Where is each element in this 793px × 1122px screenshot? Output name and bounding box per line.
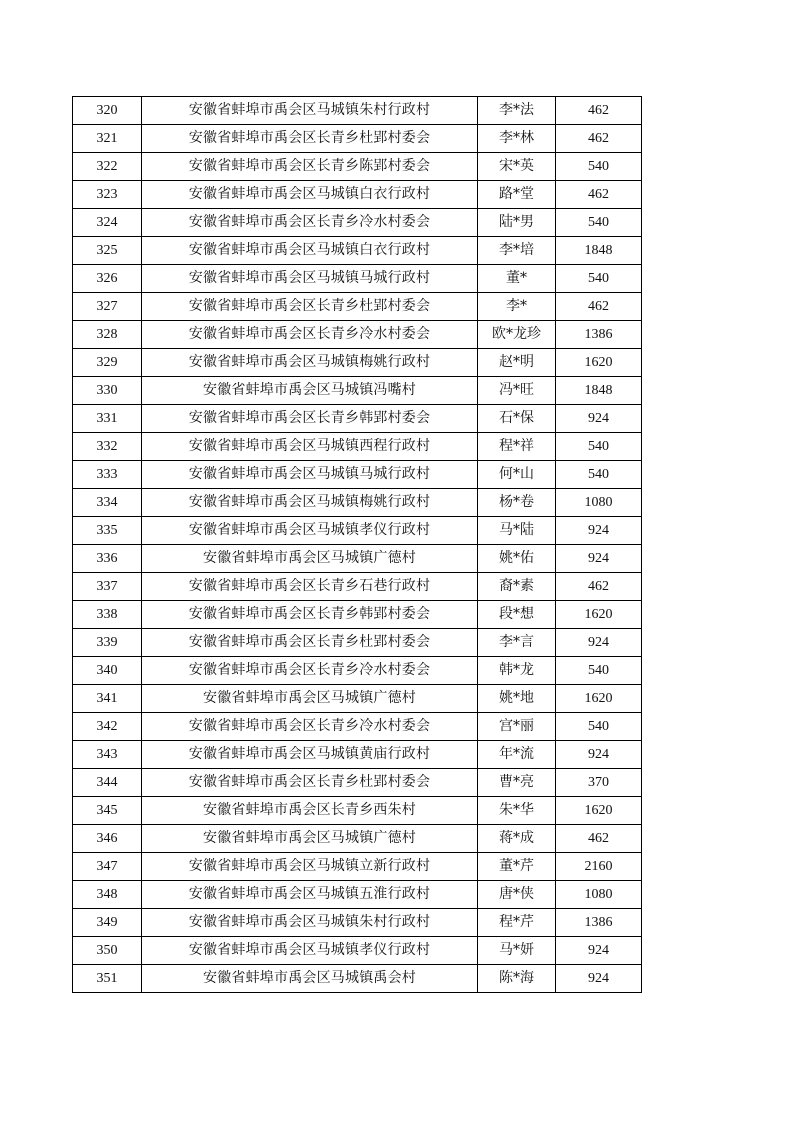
row-number-cell: 327 — [73, 293, 142, 321]
address-cell: 安徽省蚌埠市禹会区长青乡冷水村委会 — [142, 209, 478, 237]
name-cell: 朱*华 — [478, 797, 556, 825]
name-cell: 韩*龙 — [478, 657, 556, 685]
table-row — [73, 377, 642, 405]
name-cell: 马*陆 — [478, 517, 556, 545]
table-row — [73, 909, 642, 937]
name-cell: 姚*地 — [478, 685, 556, 713]
table-row — [73, 321, 642, 349]
name-cell: 段*想 — [478, 601, 556, 629]
row-number-cell: 320 — [73, 97, 142, 125]
amount-cell: 2160 — [556, 853, 642, 881]
row-number-cell: 323 — [73, 181, 142, 209]
address-cell: 安徽省蚌埠市禹会区长青乡韩郢村委会 — [142, 601, 478, 629]
name-cell: 董* — [478, 265, 556, 293]
amount-cell: 462 — [556, 573, 642, 601]
table-row — [73, 545, 642, 573]
address-cell: 安徽省蚌埠市禹会区马城镇马城行政村 — [142, 461, 478, 489]
address-cell: 安徽省蚌埠市禹会区马城镇黄庙行政村 — [142, 741, 478, 769]
table-row — [73, 573, 642, 601]
amount-cell: 1080 — [556, 489, 642, 517]
row-number-cell: 347 — [73, 853, 142, 881]
name-cell: 马*妍 — [478, 937, 556, 965]
table-row — [73, 265, 642, 293]
name-cell: 曹*亮 — [478, 769, 556, 797]
name-cell: 陆*男 — [478, 209, 556, 237]
row-number-cell: 345 — [73, 797, 142, 825]
address-cell: 安徽省蚌埠市禹会区长青乡杜郢村委会 — [142, 125, 478, 153]
row-number-cell: 334 — [73, 489, 142, 517]
row-number-cell: 337 — [73, 573, 142, 601]
table-row — [73, 489, 642, 517]
name-cell: 唐*侠 — [478, 881, 556, 909]
row-number-cell: 328 — [73, 321, 142, 349]
row-number-cell: 339 — [73, 629, 142, 657]
amount-cell: 1386 — [556, 909, 642, 937]
row-number-cell: 335 — [73, 517, 142, 545]
amount-cell: 924 — [556, 405, 642, 433]
address-cell: 安徽省蚌埠市禹会区长青乡杜郢村委会 — [142, 293, 478, 321]
amount-cell: 1620 — [556, 349, 642, 377]
row-number-cell: 348 — [73, 881, 142, 909]
row-number-cell: 340 — [73, 657, 142, 685]
amount-cell: 370 — [556, 769, 642, 797]
row-number-cell: 322 — [73, 153, 142, 181]
row-number-cell: 342 — [73, 713, 142, 741]
address-cell: 安徽省蚌埠市禹会区长青乡杜郢村委会 — [142, 629, 478, 657]
amount-cell: 462 — [556, 97, 642, 125]
address-cell: 安徽省蚌埠市禹会区长青乡陈郢村委会 — [142, 153, 478, 181]
table-row — [73, 237, 642, 265]
table-body — [73, 97, 642, 993]
table-row — [73, 405, 642, 433]
address-cell: 安徽省蚌埠市禹会区马城镇禹会村 — [142, 965, 478, 993]
table-row — [73, 97, 642, 125]
row-number-cell: 333 — [73, 461, 142, 489]
amount-cell: 540 — [556, 265, 642, 293]
table-row — [73, 741, 642, 769]
address-cell: 安徽省蚌埠市禹会区马城镇立新行政村 — [142, 853, 478, 881]
row-number-cell: 346 — [73, 825, 142, 853]
address-cell: 安徽省蚌埠市禹会区马城镇朱村行政村 — [142, 909, 478, 937]
name-cell: 年*流 — [478, 741, 556, 769]
address-cell: 安徽省蚌埠市禹会区长青乡冷水村委会 — [142, 321, 478, 349]
amount-cell: 540 — [556, 461, 642, 489]
name-cell: 李*言 — [478, 629, 556, 657]
address-cell: 安徽省蚌埠市禹会区马城镇广德村 — [142, 545, 478, 573]
row-number-cell: 326 — [73, 265, 142, 293]
data-table — [72, 96, 642, 993]
row-number-cell: 336 — [73, 545, 142, 573]
address-cell: 安徽省蚌埠市禹会区马城镇孝仪行政村 — [142, 517, 478, 545]
amount-cell: 1386 — [556, 321, 642, 349]
amount-cell: 924 — [556, 545, 642, 573]
table-row — [73, 601, 642, 629]
amount-cell: 1848 — [556, 377, 642, 405]
address-cell: 安徽省蚌埠市禹会区马城镇广德村 — [142, 825, 478, 853]
name-cell: 何*山 — [478, 461, 556, 489]
table-row — [73, 629, 642, 657]
amount-cell: 462 — [556, 125, 642, 153]
row-number-cell: 341 — [73, 685, 142, 713]
table-row — [73, 433, 642, 461]
name-cell: 李*法 — [478, 97, 556, 125]
address-cell: 安徽省蚌埠市禹会区马城镇孝仪行政村 — [142, 937, 478, 965]
table-row — [73, 657, 642, 685]
row-number-cell: 350 — [73, 937, 142, 965]
amount-cell: 540 — [556, 713, 642, 741]
name-cell: 欧*龙珍 — [478, 321, 556, 349]
table-row — [73, 181, 642, 209]
row-number-cell: 331 — [73, 405, 142, 433]
address-cell: 安徽省蚌埠市禹会区马城镇梅姚行政村 — [142, 349, 478, 377]
amount-cell: 462 — [556, 293, 642, 321]
amount-cell: 462 — [556, 825, 642, 853]
row-number-cell: 329 — [73, 349, 142, 377]
amount-cell: 924 — [556, 629, 642, 657]
amount-cell: 540 — [556, 153, 642, 181]
amount-cell: 924 — [556, 965, 642, 993]
table-row — [73, 853, 642, 881]
address-cell: 安徽省蚌埠市禹会区马城镇西程行政村 — [142, 433, 478, 461]
name-cell: 裔*素 — [478, 573, 556, 601]
address-cell: 安徽省蚌埠市禹会区马城镇白衣行政村 — [142, 181, 478, 209]
row-number-cell: 325 — [73, 237, 142, 265]
row-number-cell: 332 — [73, 433, 142, 461]
row-number-cell: 338 — [73, 601, 142, 629]
name-cell: 程*芹 — [478, 909, 556, 937]
address-cell: 安徽省蚌埠市禹会区马城镇朱村行政村 — [142, 97, 478, 125]
table-row — [73, 881, 642, 909]
name-cell: 陈*海 — [478, 965, 556, 993]
address-cell: 安徽省蚌埠市禹会区马城镇马城行政村 — [142, 265, 478, 293]
row-number-cell: 343 — [73, 741, 142, 769]
name-cell: 李* — [478, 293, 556, 321]
table-row — [73, 965, 642, 993]
amount-cell: 1620 — [556, 601, 642, 629]
table-row — [73, 685, 642, 713]
amount-cell: 540 — [556, 433, 642, 461]
amount-cell: 924 — [556, 741, 642, 769]
address-cell: 安徽省蚌埠市禹会区马城镇白衣行政村 — [142, 237, 478, 265]
name-cell: 杨*卷 — [478, 489, 556, 517]
name-cell: 赵*明 — [478, 349, 556, 377]
address-cell: 安徽省蚌埠市禹会区马城镇冯嘴村 — [142, 377, 478, 405]
amount-cell: 1848 — [556, 237, 642, 265]
address-cell: 安徽省蚌埠市禹会区长青乡杜郢村委会 — [142, 769, 478, 797]
name-cell: 宋*英 — [478, 153, 556, 181]
address-cell: 安徽省蚌埠市禹会区长青乡西朱村 — [142, 797, 478, 825]
amount-cell: 540 — [556, 657, 642, 685]
name-cell: 李*培 — [478, 237, 556, 265]
name-cell: 程*祥 — [478, 433, 556, 461]
amount-cell: 924 — [556, 937, 642, 965]
table-row — [73, 713, 642, 741]
table-row — [73, 209, 642, 237]
address-cell: 安徽省蚌埠市禹会区长青乡石巷行政村 — [142, 573, 478, 601]
address-cell: 安徽省蚌埠市禹会区马城镇五淮行政村 — [142, 881, 478, 909]
row-number-cell: 324 — [73, 209, 142, 237]
row-number-cell: 330 — [73, 377, 142, 405]
amount-cell: 1620 — [556, 685, 642, 713]
table-row — [73, 125, 642, 153]
row-number-cell: 349 — [73, 909, 142, 937]
table-row — [73, 461, 642, 489]
table-row — [73, 797, 642, 825]
name-cell: 冯*旺 — [478, 377, 556, 405]
amount-cell: 924 — [556, 517, 642, 545]
address-cell: 安徽省蚌埠市禹会区长青乡韩郢村委会 — [142, 405, 478, 433]
name-cell: 李*林 — [478, 125, 556, 153]
table-row — [73, 825, 642, 853]
address-cell: 安徽省蚌埠市禹会区长青乡冷水村委会 — [142, 713, 478, 741]
table-row — [73, 517, 642, 545]
address-cell: 安徽省蚌埠市禹会区马城镇梅姚行政村 — [142, 489, 478, 517]
name-cell: 蒋*成 — [478, 825, 556, 853]
row-number-cell: 321 — [73, 125, 142, 153]
table-row — [73, 349, 642, 377]
row-number-cell: 344 — [73, 769, 142, 797]
table-row — [73, 937, 642, 965]
name-cell: 董*芹 — [478, 853, 556, 881]
table-row — [73, 769, 642, 797]
name-cell: 宫*丽 — [478, 713, 556, 741]
table-row — [73, 153, 642, 181]
amount-cell: 1080 — [556, 881, 642, 909]
address-cell: 安徽省蚌埠市禹会区马城镇广德村 — [142, 685, 478, 713]
name-cell: 路*堂 — [478, 181, 556, 209]
amount-cell: 1620 — [556, 797, 642, 825]
address-cell: 安徽省蚌埠市禹会区长青乡冷水村委会 — [142, 657, 478, 685]
name-cell: 姚*佑 — [478, 545, 556, 573]
name-cell: 石*保 — [478, 405, 556, 433]
amount-cell: 462 — [556, 181, 642, 209]
amount-cell: 540 — [556, 209, 642, 237]
table-row — [73, 293, 642, 321]
row-number-cell: 351 — [73, 965, 142, 993]
